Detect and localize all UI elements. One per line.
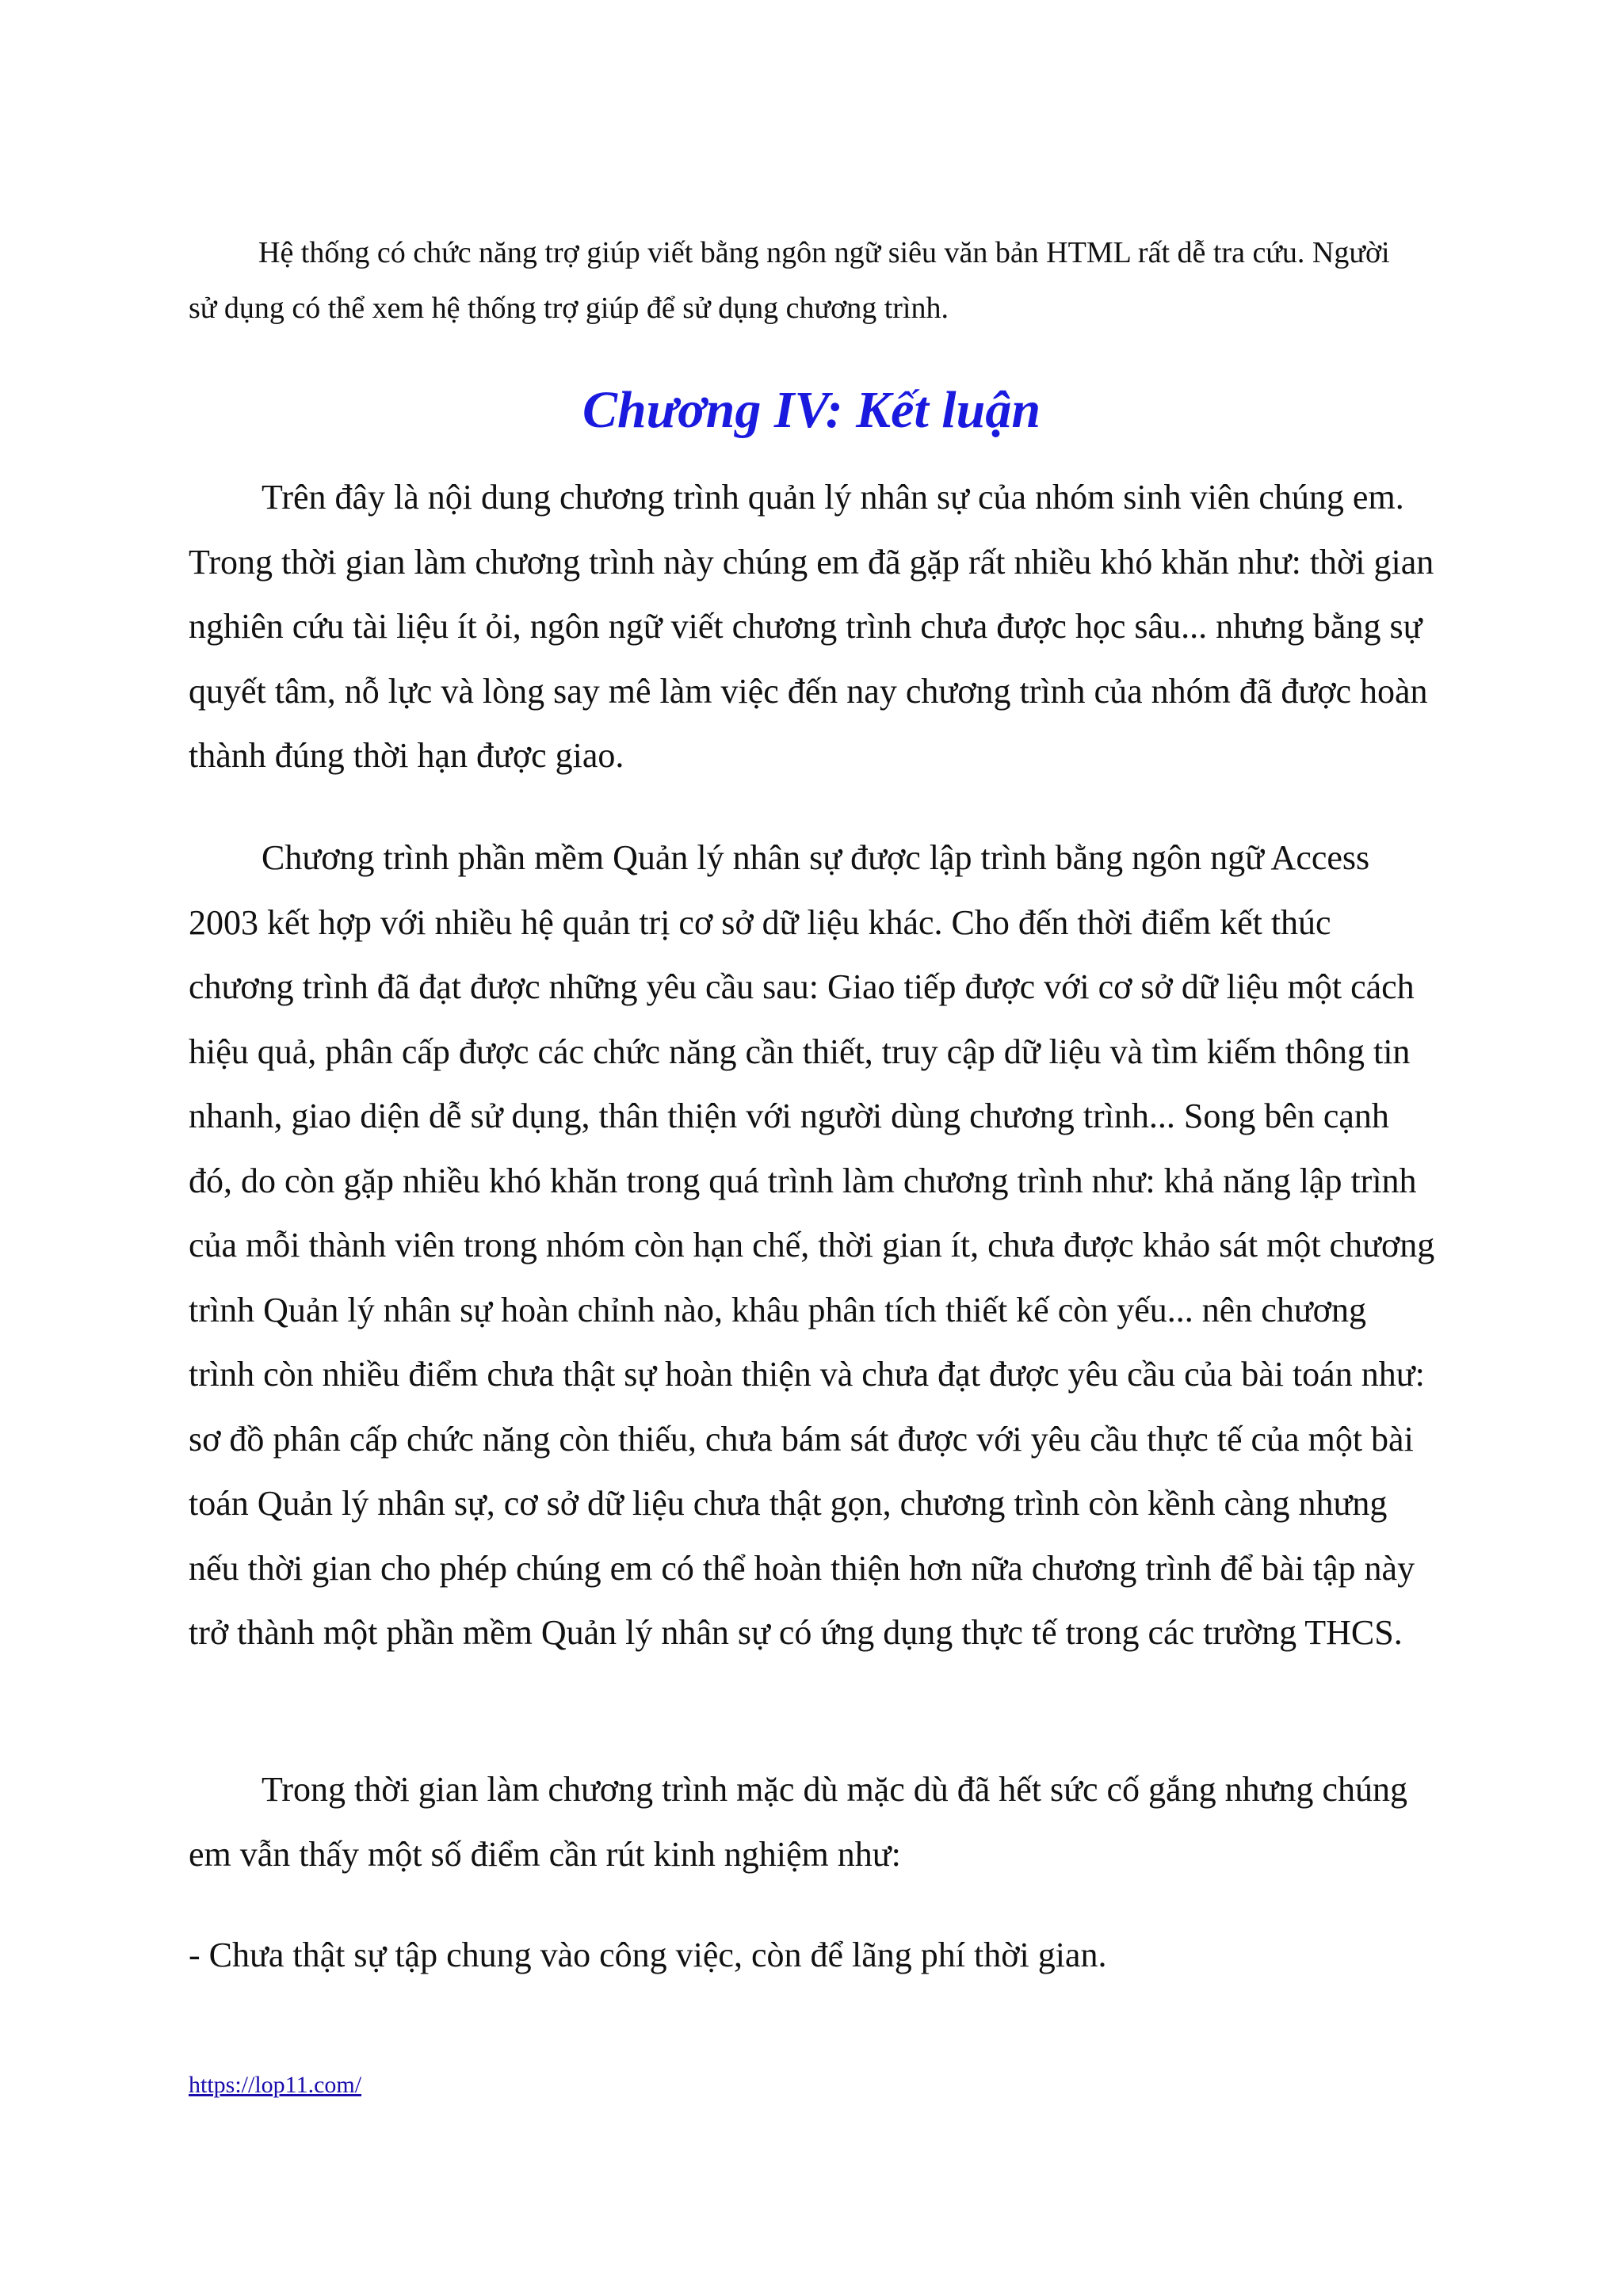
conclusion-paragraph-2: [189, 826, 1441, 1665]
footer-link[interactable]: https://lop11.com/: [189, 2072, 362, 2098]
paragraph-text: Trong thời gian làm chương trình mặc dù mặc dù đã hết sức cố gắng nhưng chúng em vẫn thấy một số điểm cần rút kinh nghiệm như:: [189, 1770, 1407, 1874]
paragraph-text: Trên đây là nội dung chương trình quản lý nhân sự của nhóm sinh viên chúng em. Trong thời gian làm chương trình này chúng em đã gặp rất nhiều khó khăn như: thời gian nghiên cứu tài liệu ít ỏi, ngôn ngữ viết chương trình chưa được học sâu... nhưng bằng sự quyết tâm, nỗ lực và lòng say mê làm việc đến nay chương trình của nhóm đã được hoàn thành đúng thời hạn được giao.: [189, 478, 1434, 775]
chapter-title: Chương IV: Kết luận: [582, 381, 1041, 439]
paragraph-text: Chương trình phần mềm Quản lý nhân sự được lập trình bằng ngôn ngữ Access 2003 kết hợp với nhiều hệ quản trị cơ sở dữ liệu khác. Cho đến thời điểm kết thúc chương trình đã đạt được những yêu cầu sau: Giao tiếp được với cơ sở dữ liệu một cách hiệu quả, phân cấp được các chức năng cần thiết, truy cập dữ liệu và tìm kiếm thông tin nhanh, giao diện dễ sử dụng, thân thiện với người dùng chương trình... Song bên cạnh đó, do còn gặp nhiều khó khăn trong quá trình làm chương trình như: khả năng lập trình của mỗi thành viên trong nhóm còn hạn chế, thời gian ít, chưa được khảo sát một chương trình Quản lý nhân sự hoàn chỉnh nào, khâu phân tích thiết kế còn yếu... nên chương trình còn nhiều điểm chưa thật sự hoàn thiện và chưa đạt được yêu cầu của bài toán như: sơ đồ phân cấp chức năng còn thiếu, chưa bám sát được với yêu cầu thực tế của một bài toán Quản lý nhân sự, cơ sở dữ liệu chưa thật gọn, chương trình còn kềnh càng nhưng nếu thời gian cho phép chúng em có thể hoàn thiện hơn nữa chương trình để bài tập này trở thành một phần mềm Quản lý nhân sự có ứng dụng thực tế trong các trường THCS.: [189, 838, 1435, 1652]
intro-paragraph: [189, 225, 1425, 336]
intro-paragraph-text: Hệ thống có chức năng trợ giúp viết bằng ngôn ngữ siêu văn bản HTML rất dễ tra cứu. Người sử dụng có thể xem hệ thống trợ giúp để sử dụng chương trình.: [189, 236, 1390, 325]
bullet-item: - Chưa thật sự tập chung vào công việc, còn để lãng phí thời gian.: [189, 1936, 1107, 1974]
conclusion-paragraph-1: [189, 465, 1441, 788]
conclusion-paragraph-3: [189, 1757, 1441, 1886]
